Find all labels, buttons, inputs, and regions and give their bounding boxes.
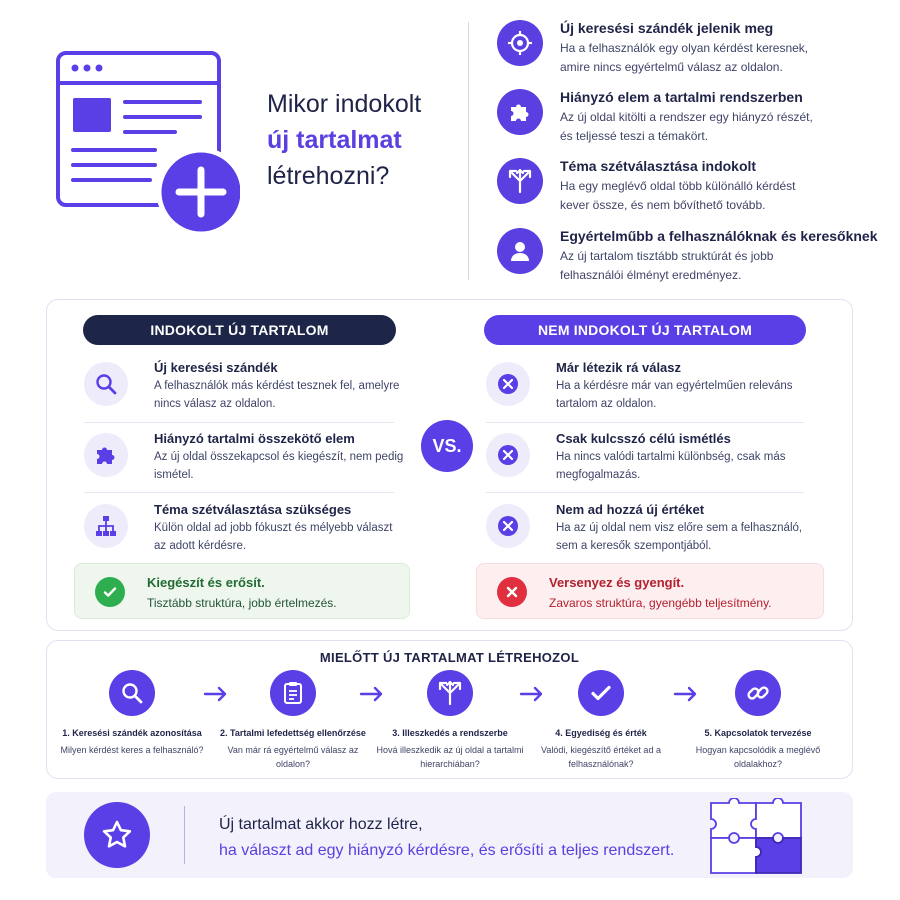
not-justified-item <box>486 360 816 420</box>
clipboard-icon <box>270 670 316 716</box>
step-item <box>57 670 207 757</box>
item-divider <box>486 422 804 423</box>
reason-title: Egyértelműbb a felhasználóknak és keresőknek <box>560 228 878 244</box>
search-icon <box>109 670 155 716</box>
reason-title: Téma szétválasztása indokolt <box>560 158 757 174</box>
title-line-3: létrehozni? <box>267 162 390 190</box>
not-justified-item <box>486 431 816 491</box>
item-divider <box>84 422 394 423</box>
reason-item <box>497 228 877 298</box>
item-title: Új keresési szándék <box>154 360 278 375</box>
step-title: 1. Keresési szándék azonosítása <box>62 728 202 738</box>
result-desc: Tisztább struktúra, jobb értelmezés. <box>147 596 337 610</box>
item-title: Téma szétválasztása szükséges <box>154 502 352 517</box>
banner-line-1: Új tartalmat akkor hozz létre, <box>219 816 423 833</box>
puzzle-icon <box>84 433 128 477</box>
page-title <box>267 86 421 194</box>
step-title: 5. Kapcsolatok tervezése <box>704 728 812 738</box>
step-item <box>375 670 525 771</box>
x-circle-icon <box>486 504 530 548</box>
hero-separator <box>468 22 469 280</box>
reason-item <box>497 89 877 159</box>
justified-item <box>84 360 414 420</box>
reason-desc: Ha a felhasználók egy olyan kérdést keresnek, amire nincs egyértelmű válasz az oldalon. <box>560 41 809 74</box>
justified-item <box>84 502 414 562</box>
x-circle-icon <box>486 362 530 406</box>
split-arrows-icon <box>427 670 473 716</box>
item-divider <box>486 492 804 493</box>
reason-item <box>497 158 877 228</box>
new-page-illustration-icon <box>55 50 240 235</box>
item-title: Hiányzó tartalmi összekötő elem <box>154 431 355 446</box>
justified-item <box>84 431 414 491</box>
reason-desc: Ha egy meglévő oldal több különálló kérdést kever össze, és nem bővíthető tovább. <box>560 179 796 212</box>
hierarchy-icon <box>84 504 128 548</box>
item-desc: A felhasználók más kérdést tesznek fel, amelyre nincs válasz az oldalon. <box>154 380 400 410</box>
user-icon <box>497 228 543 274</box>
item-desc: Külön oldal ad jobb fókuszt és mélyebb választ az adott kérdésre. <box>154 522 393 552</box>
banner-line-2: ha választ ad egy hiányzó kérdésre, és erősíti a teljes rendszert. <box>219 842 675 859</box>
reason-title: Új keresési szándék jelenik meg <box>560 20 774 36</box>
step-item <box>218 670 368 771</box>
step-desc: Van már rá egyértelmű válasz az oldalon? <box>227 745 359 769</box>
vs-badge: VS. <box>421 420 473 472</box>
title-line-2: új tartalmat <box>267 126 402 154</box>
item-desc: Ha az új oldal nem visz előre sem a felhasználó, sem a keresők szempontjából. <box>556 522 803 552</box>
item-title: Nem ad hozzá új értéket <box>556 502 705 517</box>
step-desc: Valódi, kiegészítő értéket ad a felhasználónak? <box>541 745 661 769</box>
item-desc: Az új oldal összekapcsol és kiegészít, nem pedig ismétel. <box>154 451 404 481</box>
step-desc: Milyen kérdést keres a felhasználó? <box>60 745 204 755</box>
split-arrows-icon <box>497 158 543 204</box>
star-icon <box>84 802 150 868</box>
result-title: Kiegészít és erősít. <box>147 575 265 590</box>
target-icon <box>497 20 543 66</box>
banner-separator <box>184 806 185 864</box>
reason-desc: Az új tartalom tisztább struktúrát és jobb felhasználói élményt eredményez. <box>560 249 774 282</box>
item-title: Már létezik rá válasz <box>556 360 682 375</box>
justified-header: INDOKOLT ÚJ TARTALOM <box>83 315 396 345</box>
step-item <box>683 670 833 771</box>
reason-item <box>497 20 877 90</box>
title-line-1: Mikor indokolt <box>267 90 422 118</box>
item-desc: Ha a kérdésre már van egyértelműen releváns tartalom az oldalon. <box>556 380 793 410</box>
result-title: Versenyez és gyengít. <box>549 575 685 590</box>
x-circle-icon <box>486 433 530 477</box>
item-desc: Ha nincs valódi tartalmi különbség, csak más megfogalmazás. <box>556 451 786 481</box>
not-justified-item <box>486 502 816 562</box>
link-icon <box>735 670 781 716</box>
x-circle-icon <box>497 577 527 607</box>
step-title: 4. Egyediség és érték <box>555 728 647 738</box>
check-circle-icon <box>95 577 125 607</box>
positive-result-box <box>74 563 410 619</box>
step-item <box>526 670 676 771</box>
puzzle-icon <box>497 89 543 135</box>
negative-result-box <box>476 563 824 619</box>
step-desc: Hogyan kapcsolódik a meglévő oldalakhoz? <box>695 745 821 769</box>
reason-title: Hiányzó elem a tartalmi rendszerben <box>560 89 803 105</box>
puzzle-pieces-icon <box>706 798 806 878</box>
search-icon <box>84 362 128 406</box>
item-divider <box>84 492 394 493</box>
step-title: 3. Illeszkedés a rendszerbe <box>392 728 508 738</box>
reason-desc: Az új oldal kitölti a rendszer egy hiányzó részét, és teljessé teszi a témakört. <box>560 110 813 143</box>
item-title: Csak kulcsszó célú ismétlés <box>556 431 731 446</box>
not-justified-header: NEM INDOKOLT ÚJ TARTALOM <box>484 315 806 345</box>
step-title: 2. Tartalmi lefedettség ellenőrzése <box>220 728 366 738</box>
result-desc: Zavaros struktúra, gyengébb teljesítmény. <box>549 596 772 610</box>
steps-title: MIELŐTT ÚJ TARTALMAT LÉTREHOZOL <box>319 650 580 665</box>
step-desc: Hová illeszkedik az új oldal a tartalmi hierarchiában? <box>376 745 524 769</box>
checkmark-icon <box>578 670 624 716</box>
